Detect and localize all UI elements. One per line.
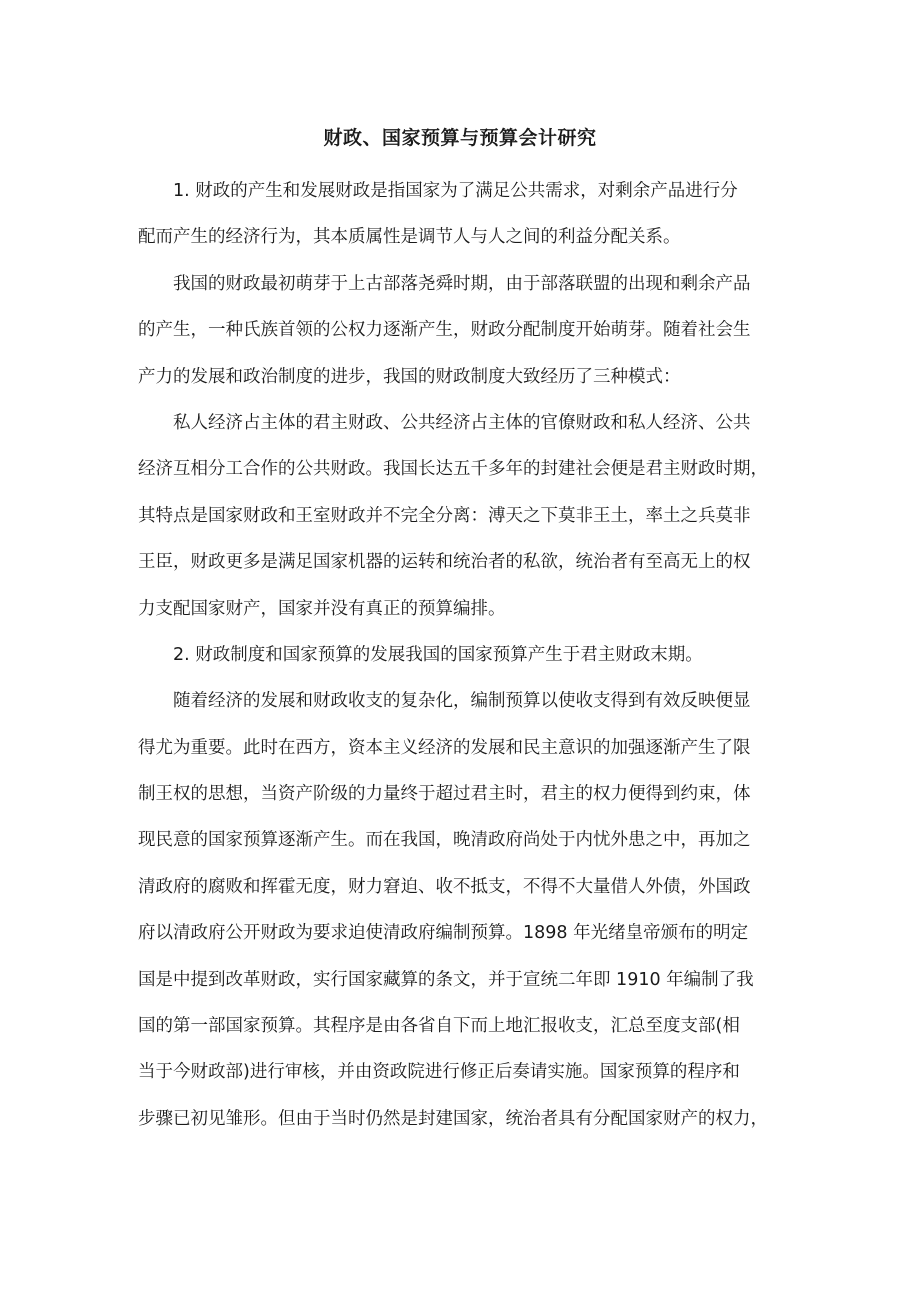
paragraph-line: 国是中提到改革财政，实行国家藏算的条文，并于宣统二年即 1910 年编制了我 [138, 969, 754, 990]
paragraph-line: 1. 财政的产生和发展财政是指国家为了满足公共需求，对剩余产品进行分 [173, 181, 738, 201]
paragraph-line: 私人经济占主体的君主财政、公共经济占主体的官僚财政和私人经济、公共 [173, 412, 751, 433]
paragraph-line: 清政府的腐败和挥霍无度，财力窘迫、收不抵支，不得不大量借人外债，外国政 [138, 876, 751, 897]
paragraph-line: 2. 财政制度和国家预算的发展我国的国家预算产生于君主财政末期。 [173, 644, 703, 665]
paragraph-line: 其特点是国家财政和王室财政并不完全分离：溥天之下莫非王土，率土之兵莫非 [138, 505, 751, 526]
paragraph-line: 国的第一部国家预算。其程序是由各省自下而上地汇报收支，汇总至度支部(相 [138, 1016, 740, 1037]
paragraph-line: 力支配国家财产，国家并没有真正的预算编排。 [138, 598, 506, 619]
paragraph-line: 随着经济的发展和财政收支的复杂化，编制预算以使收支得到有效反映便显 [173, 691, 751, 712]
paragraph-line: 府以清政府公开财政为要求迫使清政府编制预算。1898 年光绪皇帝颁布的明定 [138, 923, 749, 944]
paragraph-line: 现民意的国家预算逐渐产生。而在我国，晚清政府尚处于内忧外患之中，再加之 [138, 830, 751, 851]
paragraph-line: 经济互相分工合作的公共财政。我国长达五千多年的封建社会便是君主财政时期， [138, 459, 768, 480]
paragraph-line: 得尤为重要。此时在西方，资本主义经济的发展和民主意识的加强逐渐产生了限 [138, 737, 751, 758]
paragraph-line: 我国的财政最初萌芽于上古部落尧舜时期，由于部落联盟的出现和剩余产品 [173, 273, 751, 294]
document-title: 财政、国家预算与预算会计研究 [323, 127, 597, 149]
paragraph-line: 的产生，一种氏族首领的公权力逐渐产生，财政分配制度开始萌芽。随着社会生 [138, 320, 751, 341]
paragraph-line: 制王权的思想，当资产阶级的力量终于超过君主时，君主的权力便得到约束，体 [138, 784, 751, 805]
paragraph-line: 配而产生的经济行为，其本质属性是调节人与人之间的利益分配关系。 [138, 227, 681, 248]
document-body [138, 168, 794, 1142]
paragraph-line: 步骤已初见雏形。但由于当时仍然是封建国家，统治者具有分配国家财产的权力， [138, 1108, 768, 1129]
paragraph-line: 王臣，财政更多是满足国家机器的运转和统治者的私欲，统治者有至高无上的权 [138, 552, 751, 573]
paragraph-line: 当于今财政部)进行审核，并由资政院进行修正后奏请实施。国家预算的程序和 [138, 1062, 740, 1083]
paragraph-line: 产力的发展和政治制度的进步，我国的财政制度大致经历了三种模式： [138, 366, 681, 387]
